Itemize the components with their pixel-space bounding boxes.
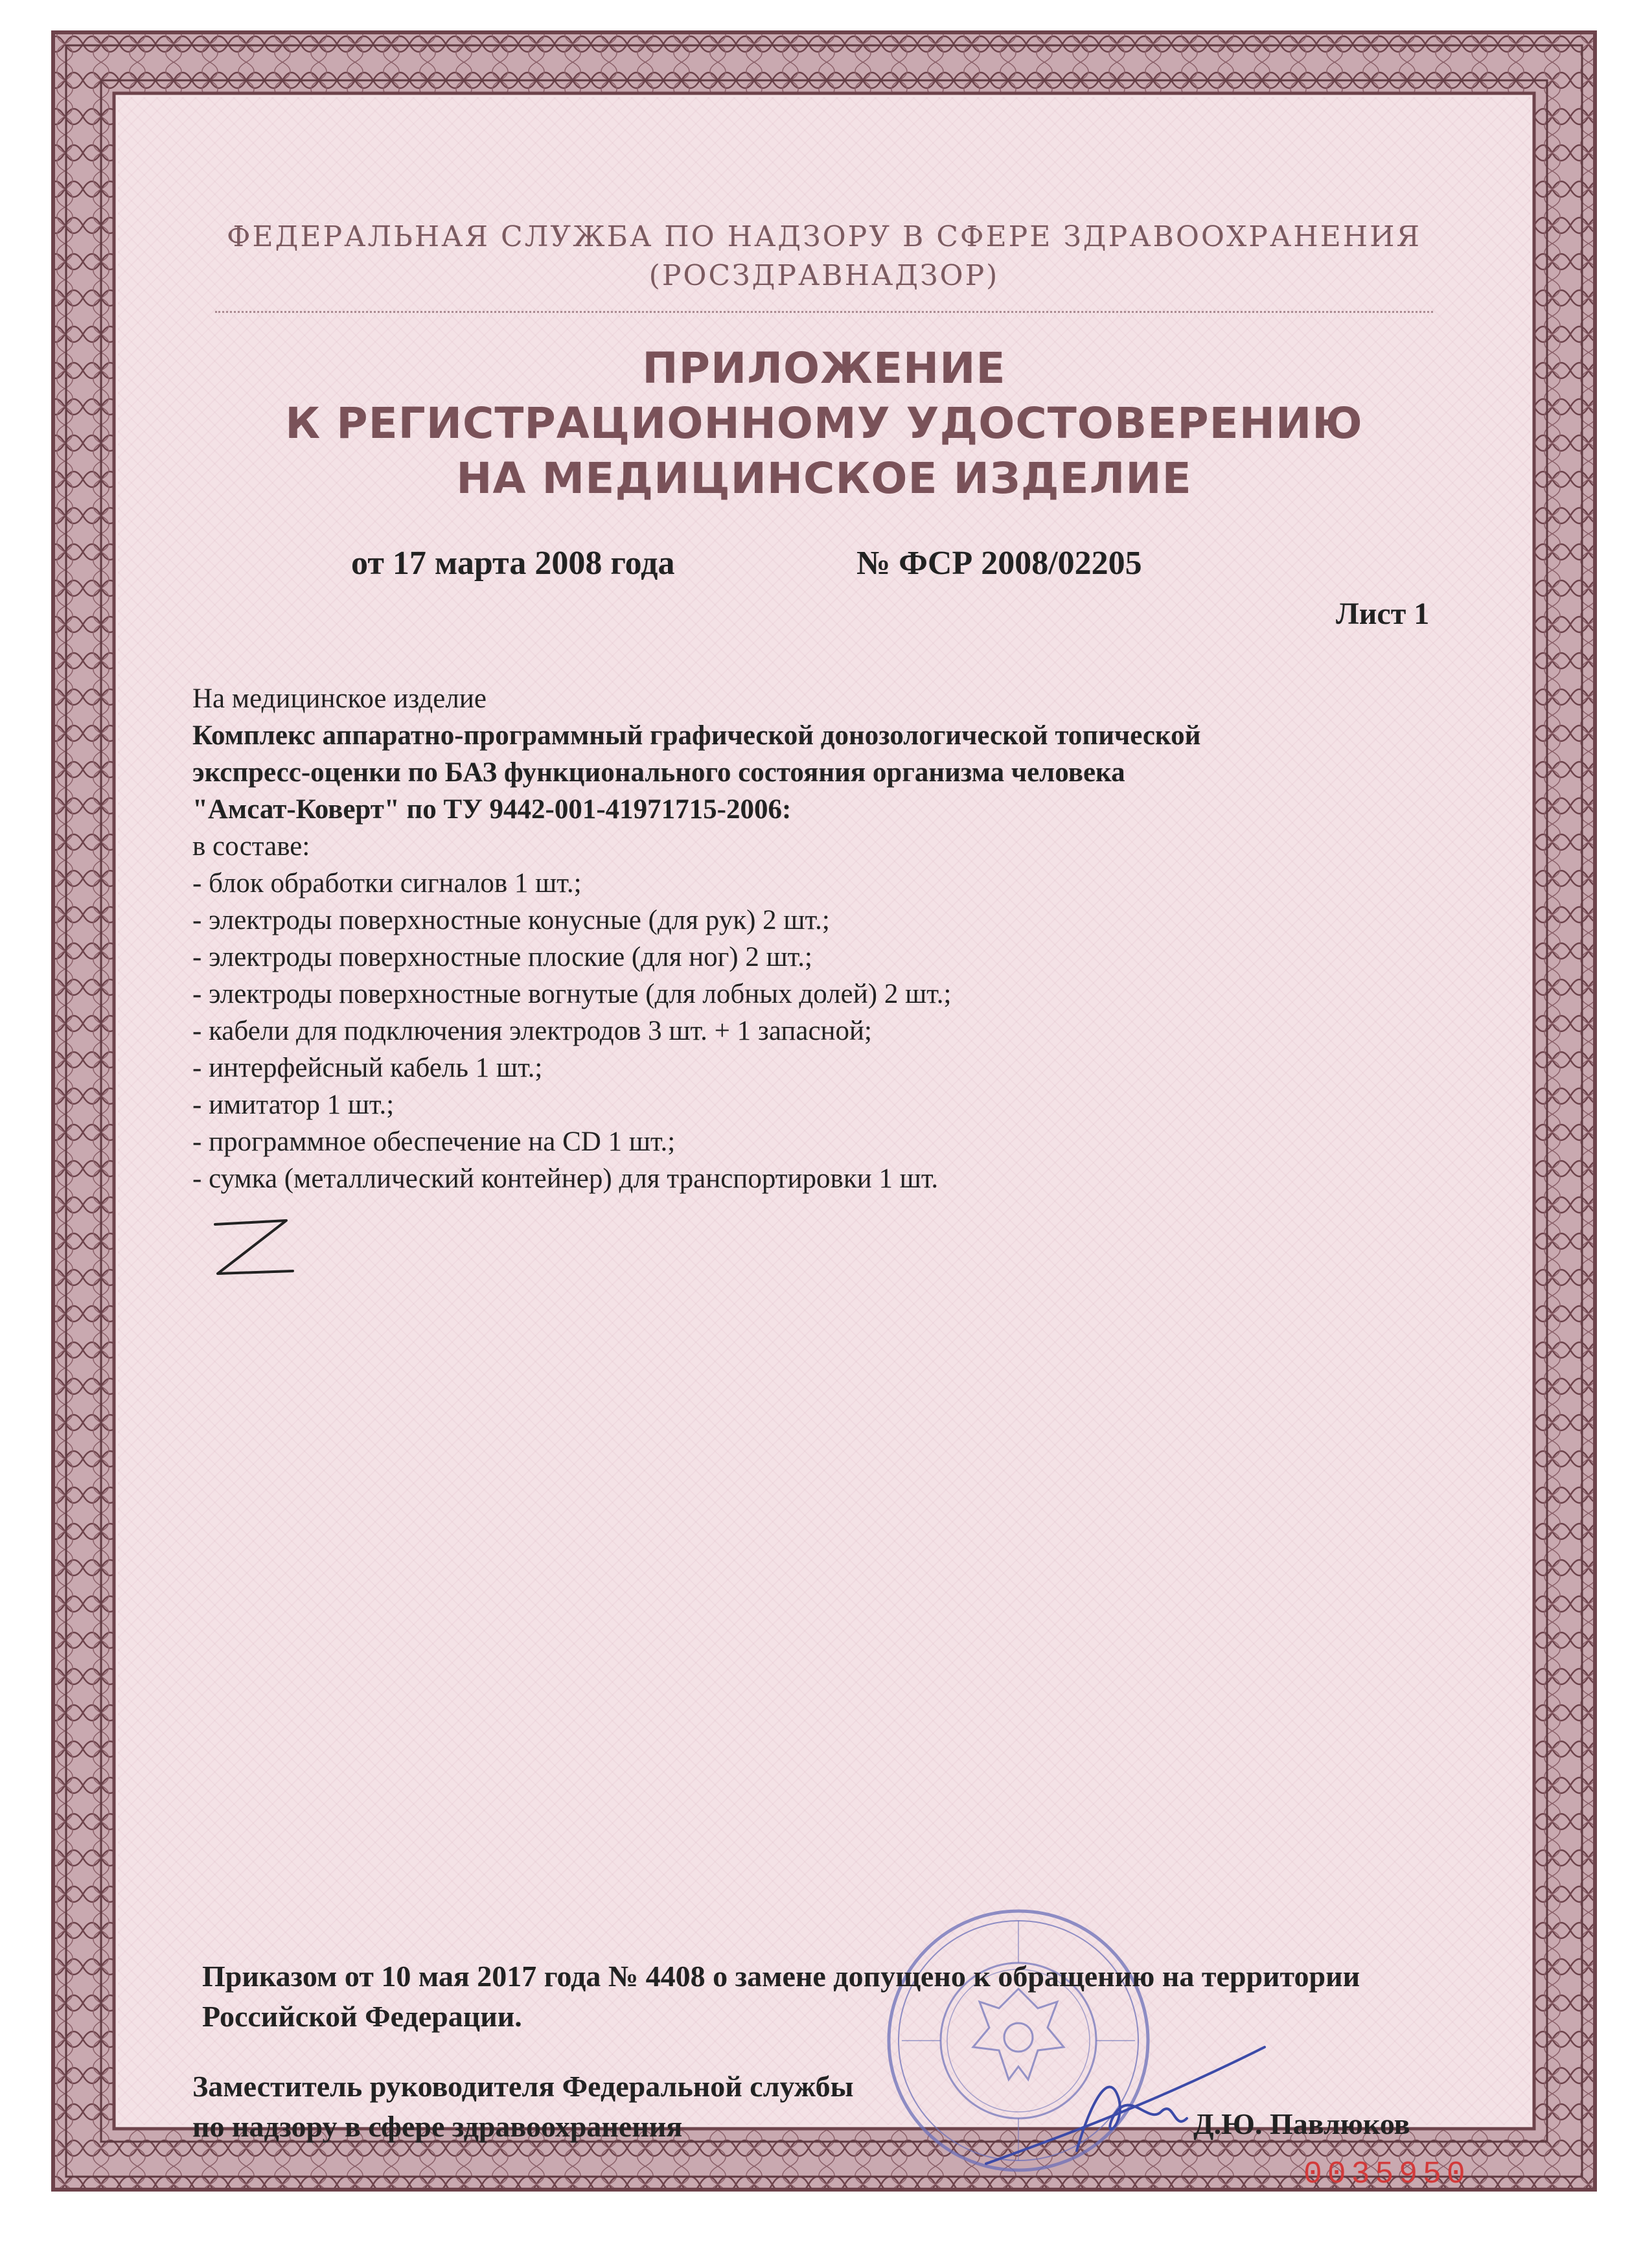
document-title: ПРИЛОЖЕНИЕ [642,343,1006,393]
signatory-title [192,2067,854,2147]
composition-item: - электроды поверхностные вогнутые (для лобных долей) 2 шт.; [192,979,952,1009]
signatory-title-line: по надзору в сфере здравоохранения [192,2110,683,2143]
composition-item: - блок обработки сигналов 1 шт.; [192,868,582,899]
document-subtitle-line2: НА МЕДИЦИНСКОЕ ИЗДЕЛИЕ [456,453,1192,503]
composition-item: - имитатор 1 шт.; [192,1090,395,1120]
composition-label: в составе: [192,831,310,862]
composition-item: - интерфейсный кабель 1 шт.; [192,1053,543,1083]
order-line: Российской Федерации. [202,2000,522,2033]
product-name-line: экспресс-оценки по БАЗ функционального состояния организма человека [192,757,1125,788]
composition-item: - программное обеспечение на CD 1 шт.; [192,1127,676,1157]
certificate-date: от 17 марта 2008 года [351,545,675,582]
agency-abbreviation: (РОСЗДРАВНАДЗОР) [648,259,1000,292]
product-name-line: "Амсат-Коверт" по ТУ 9442-001-41971715-2006: [192,794,792,825]
device-description [192,680,1488,1197]
z-strike-mark [209,1211,299,1289]
serial-number: 0035950 [1303,2157,1471,2192]
signature [980,2028,1278,2183]
document-subtitle-line1: К РЕГИСТРАЦИОННОМУ УДОСТОВЕРЕНИЮ [285,398,1363,448]
certificate-number: № ФСР 2008/02205 [856,545,1142,582]
composition-item: - кабели для подключения электродов 3 шт. + 1 запасной; [192,1016,873,1046]
certificate-sheet [47,26,1601,2196]
composition-item: - электроды поверхностные конусные (для рук) 2 шт.; [192,905,830,935]
agency-name: ФЕДЕРАЛЬНАЯ СЛУЖБА ПО НАДЗОРУ В СФЕРЕ ЗДРАВООХРАНЕНИЯ [226,220,1422,253]
order-line: Приказом от 10 мая 2017 года № 4408 о замене допущено к обращению на территории [202,1960,1360,1993]
header-divider [215,311,1433,313]
order-note [202,1956,1498,2037]
signatory-name: Д.Ю. Павлюков [1193,2107,1410,2140]
composition-item: - сумка (металлический контейнер) для транспортировки 1 шт. [192,1163,939,1194]
signatory-title-line: Заместитель руководителя Федеральной службы [192,2070,854,2103]
certificate-body [118,97,1530,2192]
product-name-line: Комплекс аппаратно-программный графической донозологической топической [192,720,1201,751]
intro-line: На медицинское изделие [192,683,487,714]
composition-item: - электроды поверхностные плоские (для ног) 2 шт.; [192,942,812,972]
sheet-number: Лист 1 [1336,597,1430,631]
